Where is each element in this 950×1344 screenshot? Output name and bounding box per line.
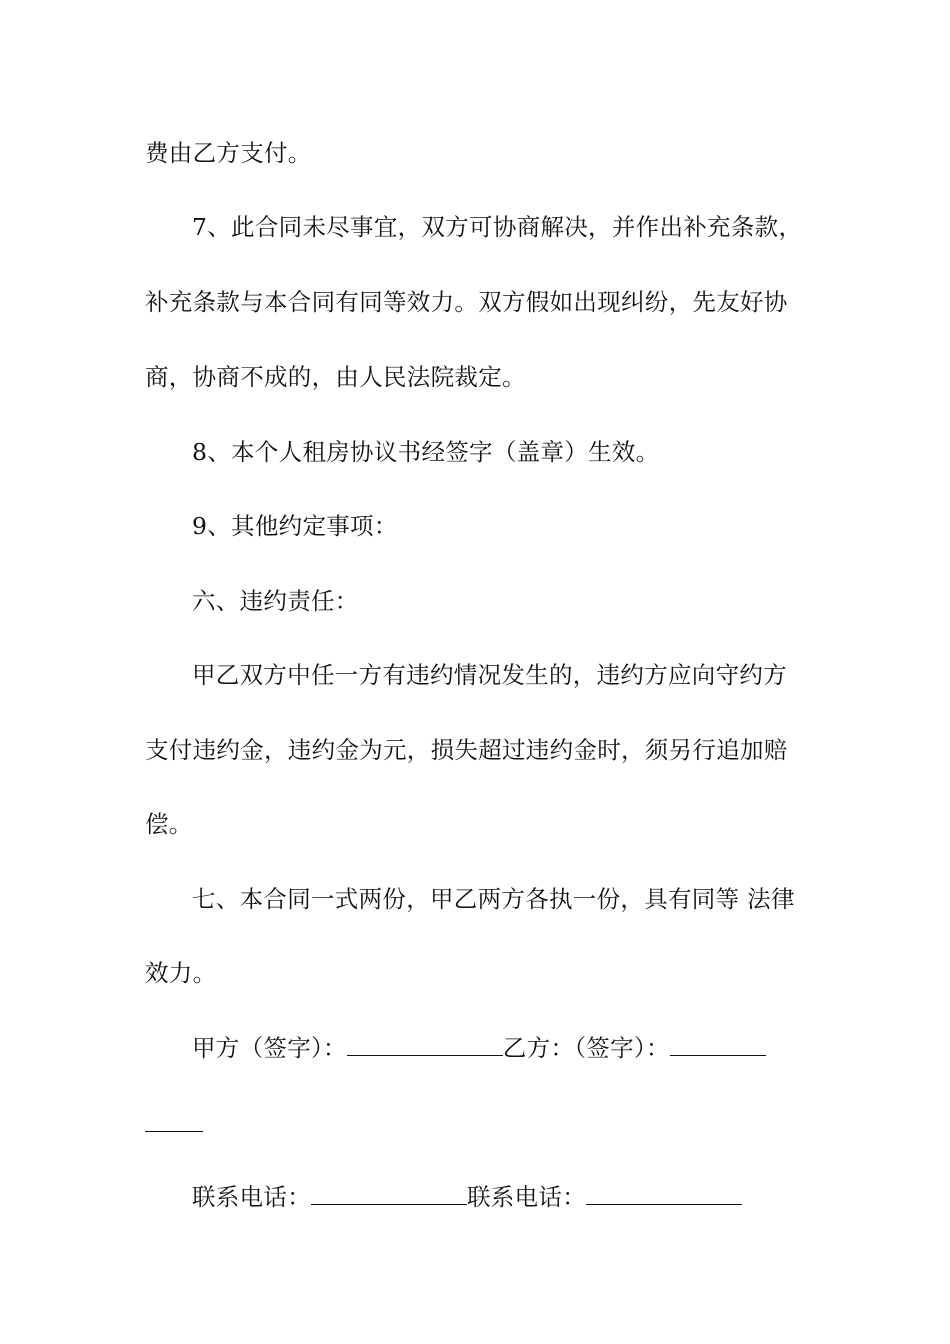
section-6-line-1: 甲乙双方中任一方有违约情况发生的，违约方应向守约方	[192, 661, 787, 689]
clause-7-line-3: 商，协商不成的，由人民法院裁定。	[145, 363, 526, 391]
party-b-signature-blank-continued[interactable]	[145, 1131, 203, 1132]
party-b-contact-blank[interactable]	[586, 1184, 742, 1205]
clause-8: 8、本个人租房协议书经签字（盖章）生效。	[192, 438, 660, 466]
party-a-signature-blank[interactable]	[347, 1035, 503, 1056]
signature-row	[192, 1033, 810, 1063]
party-b-signature-blank[interactable]	[670, 1035, 766, 1056]
party-b-contact-label: 联系电话：	[467, 1183, 586, 1211]
clause-7-line-1: 7、此合同未尽事宜，双方可协商解决，并作出补充条款，	[192, 213, 803, 241]
party-b-signature-label: 乙方：（签字）：	[502, 1034, 670, 1062]
clause-9: 9、其他约定事项：	[192, 512, 398, 540]
section-6-heading: 六、违约责任：	[192, 587, 359, 615]
contact-row	[192, 1182, 810, 1212]
party-a-signature-label: 甲方（签字）：	[192, 1034, 347, 1062]
section-6-line-2: 支付违约金，违约金为元，损失超过违约金时，须另行追加赔	[145, 736, 788, 764]
section-6-line-3: 偿。	[145, 810, 193, 838]
section-7-line-1: 七、本合同一式两份，甲乙两方各执一份，具有同等 法律	[192, 885, 795, 913]
party-a-contact-blank[interactable]	[311, 1184, 467, 1205]
clause-7-line-2: 补充条款与本合同有同等效力。双方假如出现纠纷，先友好协	[145, 288, 788, 316]
party-a-contact-label: 联系电话：	[192, 1183, 311, 1211]
section-7-line-2: 效力。	[145, 959, 217, 987]
paragraph-line: 费由乙方支付。	[145, 139, 312, 167]
